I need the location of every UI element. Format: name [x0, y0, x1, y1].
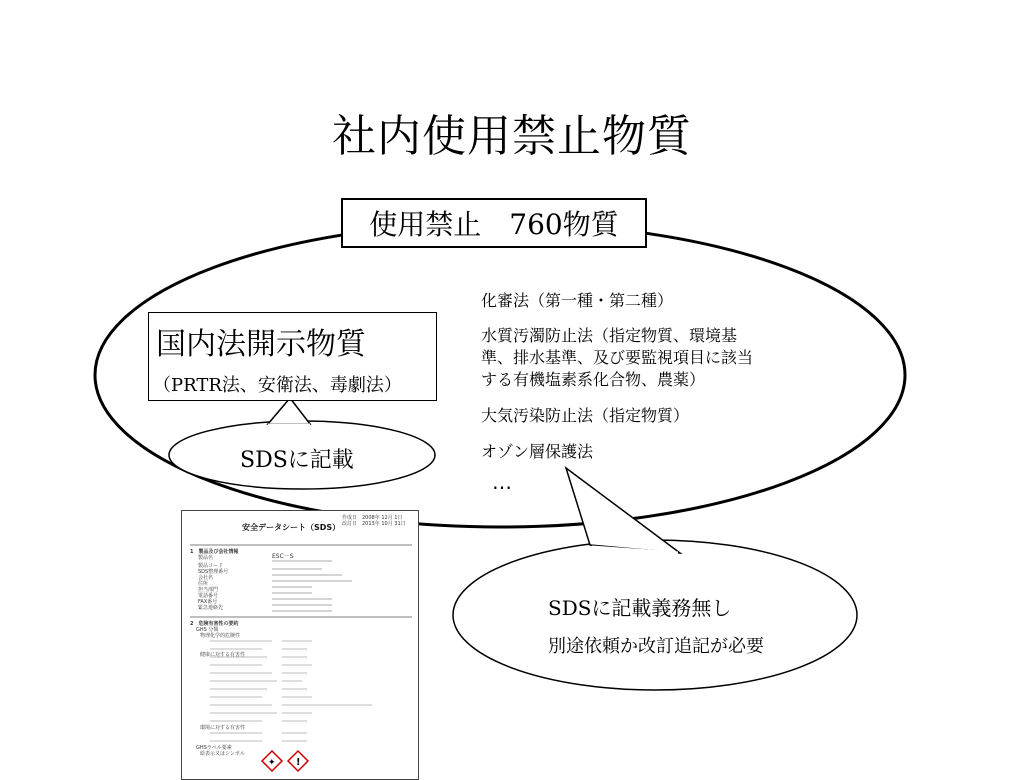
- sds-date-line: 作成日 2008年 12月 1日: [342, 515, 403, 521]
- sds-field: 健康に対する有害性: [200, 652, 246, 658]
- sds-field: 住所: [198, 581, 209, 587]
- banned-substances-box: 使用禁止 760物質: [341, 198, 647, 248]
- sds-field: 物理化学的危険性: [200, 633, 241, 639]
- law-item: 水質汚濁防止法（指定物質、環境基: [481, 326, 738, 345]
- sds-field: 担当部門: [198, 587, 219, 593]
- sds-field: 製品名: [198, 555, 214, 561]
- sds-field: 電話番号: [198, 593, 219, 599]
- sds-field: 環境に対する有害性: [200, 725, 246, 731]
- law-item: 化審法（第一種・第二種）: [481, 291, 674, 310]
- sds-field: GHS 分類: [196, 627, 219, 633]
- law-item: 大気汚染防止法（指定物質）: [481, 406, 690, 425]
- ellipsis: …: [492, 470, 512, 494]
- domestic-title: 国内法開示物質: [156, 327, 366, 362]
- sds-field: FAX番号: [198, 599, 218, 605]
- sds-field: 緊急連絡先: [198, 605, 224, 611]
- request-revision-text: 別途依頼か改訂追記が必要: [548, 636, 764, 657]
- no-duty-callout-text: SDSに記載義務無し: [548, 596, 732, 620]
- slide-title: 社内使用禁止物質: [332, 111, 692, 162]
- sds-callout-text: SDSに記載: [240, 448, 354, 473]
- sds-field: SDS整理番号: [198, 569, 229, 575]
- sds-field: 絵表示又はシンボル: [200, 751, 245, 757]
- law-item: する有機塩素系化合物、農薬）: [481, 370, 706, 389]
- sds-date-line: 改訂日 2013年 10月 31日: [342, 521, 406, 527]
- sds-sheet-image: [181, 510, 419, 780]
- sds-field: 会社名: [198, 575, 214, 581]
- domestic-laws: （PRTR法、安衛法、毒劇法）: [153, 375, 402, 396]
- sds-section2-title: 2 危険有害性の要約: [190, 621, 239, 627]
- sds-field: GHSラベル要素: [196, 745, 232, 751]
- sds-heading: 安全データシート（SDS）: [242, 523, 341, 532]
- sds-section1-title: 1 製品及び会社情報: [190, 549, 239, 555]
- sds-field: 製品コード: [198, 563, 224, 569]
- law-item: 準、排水基準、及び要監視項目に該当: [481, 348, 754, 367]
- sds-product-name: ESC－S: [272, 553, 294, 560]
- domestic-disclosure-box: [148, 312, 437, 401]
- law-item: オゾン層保護法: [481, 442, 594, 461]
- ghs-pictograms: [262, 751, 308, 771]
- svg-text:!: !: [296, 757, 301, 768]
- svg-text:✦: ✦: [268, 758, 276, 768]
